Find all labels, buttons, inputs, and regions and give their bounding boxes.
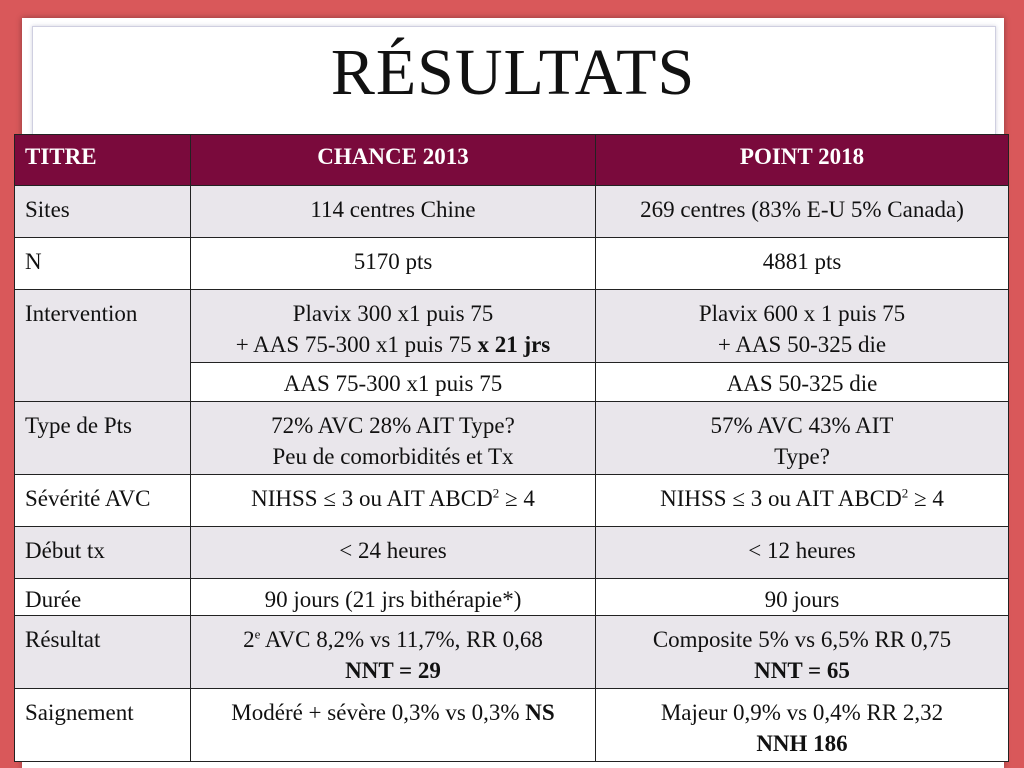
cell-point: < 12 heures	[596, 527, 1009, 579]
cell-line: 57% AVC 43% AIT	[710, 413, 894, 438]
cell-line: 72% AVC 28% AIT Type?	[271, 413, 515, 438]
cell-point: 269 centres (83% E-U 5% Canada)	[596, 186, 1009, 238]
results-table	[14, 134, 1009, 762]
cell-point	[596, 616, 1009, 689]
superscript: e	[254, 626, 261, 642]
table-row-debut	[15, 527, 1009, 579]
cell-text: Modéré + sévère 0,3% vs 0,3%	[231, 700, 520, 725]
cell-point	[596, 290, 1009, 363]
cell-point	[596, 475, 1009, 527]
cell-line: Type?	[774, 444, 830, 469]
cell-point	[596, 402, 1009, 475]
row-label: N	[15, 238, 191, 290]
row-label: Durée	[15, 579, 191, 616]
cell-line: Majeur 0,9% vs 0,4% RR 2,32	[660, 700, 944, 725]
cell-chance	[191, 402, 596, 475]
cell-chance	[191, 689, 596, 762]
row-label	[15, 290, 191, 402]
table-row-severite	[15, 475, 1009, 527]
table-row-sites	[15, 186, 1009, 238]
header-point: POINT 2018	[596, 135, 1009, 186]
row-label: Sévérité AVC	[15, 475, 191, 527]
table-row-duree	[15, 579, 1009, 616]
cell-text: AVC 8,2% vs 11,7%, RR 0,68	[260, 627, 543, 652]
cell-line: Plavix 300 x1 puis 75	[292, 301, 494, 326]
row-label: Saignement	[15, 689, 191, 762]
table-row-type-pts	[15, 402, 1009, 475]
cell-line: Peu de comorbidités et Tx	[272, 444, 514, 469]
header-titre: TITRE	[15, 135, 191, 186]
cell-bold: NNT = 65	[754, 658, 850, 683]
cell-chance	[191, 616, 596, 689]
cell-bold: x 21 jrs	[477, 332, 551, 357]
cell-line: Plavix 600 x 1 puis 75	[698, 301, 906, 326]
table-row-intervention	[15, 290, 1009, 363]
superscript: 2	[492, 485, 500, 501]
row-label: Type de Pts	[15, 402, 191, 475]
cell-line: Composite 5% vs 6,5% RR 0,75	[652, 627, 952, 652]
cell-chance: AAS 75-300 x1 puis 75	[191, 363, 596, 402]
row-label: Début tx	[15, 527, 191, 579]
cell-chance: 90 jours (21 jrs bithérapie*)	[191, 579, 596, 616]
row-label: Sites	[15, 186, 191, 238]
cell-text: ≥ 4	[499, 486, 535, 511]
cell-bold: NNH 186	[756, 731, 848, 756]
cell-bold: NNT = 29	[345, 658, 441, 683]
table-row-resultat	[15, 616, 1009, 689]
cell-chance	[191, 290, 596, 363]
cell-bold: NS	[525, 700, 555, 725]
cell-chance: < 24 heures	[191, 527, 596, 579]
cell-text: ≥ 4	[908, 486, 944, 511]
table-row-saignement	[15, 689, 1009, 762]
cell-point: 4881 pts	[596, 238, 1009, 290]
cell-chance: 114 centres Chine	[191, 186, 596, 238]
cell-chance	[191, 475, 596, 527]
cell-point: 90 jours	[596, 579, 1009, 616]
cell-line: + AAS 75-300 x1 puis 75	[235, 332, 472, 357]
row-label: Résultat	[15, 616, 191, 689]
superscript: 2	[901, 485, 909, 501]
table-header-row	[15, 135, 1009, 186]
cell-point	[596, 689, 1009, 762]
cell-chance: 5170 pts	[191, 238, 596, 290]
cell-text: NIHSS ≤ 3 ou AIT ABCD	[660, 486, 902, 511]
slide-title: RÉSULTATS	[330, 36, 696, 109]
cell-text: NIHSS ≤ 3 ou AIT ABCD	[251, 486, 493, 511]
header-chance: CHANCE 2013	[191, 135, 596, 186]
cell-point: AAS 50-325 die	[596, 363, 1009, 402]
row-label-text: Intervention	[25, 301, 138, 326]
cell-line: + AAS 50-325 die	[717, 332, 887, 357]
table-row-n	[15, 238, 1009, 290]
cell-text: 2	[243, 627, 255, 652]
